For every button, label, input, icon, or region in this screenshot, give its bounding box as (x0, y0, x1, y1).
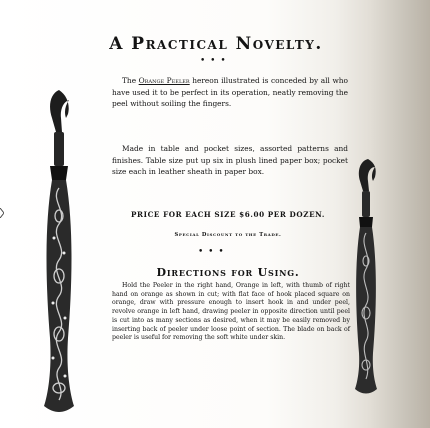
section-ornament: • • • (198, 247, 225, 257)
orange-peeler-illustration-small (352, 157, 382, 397)
orange-peeler-illustration-large (38, 88, 80, 418)
small-peeler-shank (362, 191, 370, 217)
peeler-hook (50, 90, 69, 132)
product-name: Orange Peeler (138, 76, 190, 85)
intro-before: The (122, 76, 139, 85)
title-ornament: • • • (200, 56, 227, 66)
page-edge-mark (0, 208, 4, 218)
peeler-shank (54, 132, 64, 166)
small-peeler-collar (359, 217, 373, 227)
small-peeler-hook (359, 159, 376, 191)
peeler-collar (50, 166, 68, 180)
sizes-paragraph: Made in table and pocket sizes, assorted patterns and finishes. Table size put up six in plush lined paper box; pocket size each in leather sheath in paper box. (112, 144, 348, 176)
price-line: PRICE FOR EACH SIZE $6.00 PER DOZEN. (131, 210, 325, 219)
directions-heading: Directions for Using. (156, 266, 300, 279)
page-title: A Practical Novelty. (109, 34, 323, 54)
discount-line: Special Discount to the Trade. (174, 232, 282, 238)
intro-paragraph (112, 75, 348, 110)
directions-paragraph: Hold the Peeler in the right hand, Orange in left, with thumb of right hand on orange as shown in cut; with flat face of hook placed square on orange, draw with pressure enough to insert hook in and under peel, revolve orange in left hand, drawing peeler in opposite direction until peel is cut into as many sections as desired, when it may be easily removed by inserting back of peeler under loose point of section. The blade on back of peeler is useful for removing the soft white under skin. (112, 282, 350, 342)
intro-after: hereon illustrated is conceded by all who have used it to be perfect in its operation, neatly removing the peel without soiling the fingers. (112, 76, 348, 108)
